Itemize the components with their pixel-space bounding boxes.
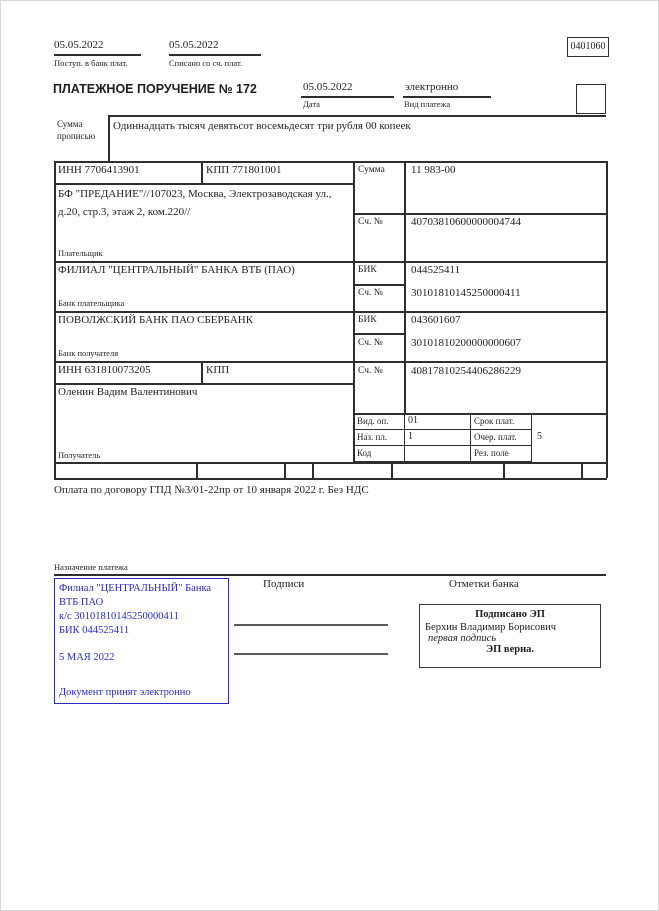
sum-value: 11 983-00 xyxy=(411,164,456,176)
payee-label: Получатель xyxy=(58,450,101,460)
divider-line xyxy=(54,462,607,464)
ep-signed-line: Подписано ЭП xyxy=(475,609,545,620)
stamp-date: 5 МАЯ 2022 xyxy=(59,652,115,663)
ocher-plat-value: 5 xyxy=(537,431,542,442)
payee-bank-bik: 043601607 xyxy=(411,314,461,326)
payer-kpp: КПП 771801001 xyxy=(206,164,282,176)
naz-pl-label-cell: Наз. пл. xyxy=(353,429,405,446)
signature-line-1 xyxy=(234,624,388,626)
payee-bank-name: ПОВОЛЖСКИЙ БАНК ПАО СБЕРБАНК xyxy=(58,314,254,326)
amount-words-value: Одиннадцать тысяч девятьсот восемьдесят три рубля 00 копеек xyxy=(113,120,411,132)
divider-line xyxy=(353,161,355,462)
payment-kind: электронно xyxy=(405,81,459,93)
divider-line xyxy=(391,462,393,478)
form-code: 0401060 xyxy=(570,41,606,52)
divider-line xyxy=(54,54,141,56)
payer-bank-corr: 30101810145250000411 xyxy=(411,287,521,299)
payer-bank-bik-label: БИК xyxy=(358,265,377,275)
sum-label: Сумма xyxy=(358,165,385,175)
divider-line xyxy=(301,96,394,98)
ep-valid-line: ЭП верна. xyxy=(485,644,534,655)
vid-op-value-cell: 01 xyxy=(404,413,471,430)
signature-line-2 xyxy=(234,653,388,655)
payer-inn: ИНН 7706413901 xyxy=(58,164,140,176)
payee-inn: ИНН 631810073205 xyxy=(58,364,151,376)
payee-account-label: Сч. № xyxy=(358,366,383,376)
divider-line xyxy=(404,161,406,413)
payee-bank-label: Банк получателя xyxy=(58,348,119,358)
received-date-label: Поступ. в банк плат. xyxy=(54,58,128,68)
electronic-signature-stamp xyxy=(419,604,601,668)
divider-line xyxy=(54,361,606,363)
signatures-label: Подписи xyxy=(263,578,305,590)
payee-bank-corr: 30101810200000000607 xyxy=(411,337,521,349)
naz-pl-value-cell: 1 xyxy=(404,429,471,446)
payee-bank-corr-label: Сч. № xyxy=(358,338,383,348)
document-title: ПЛАТЕЖНОЕ ПОРУЧЕНИЕ № 172 xyxy=(53,82,257,96)
payer-bank-label: Банк плательщика xyxy=(58,298,125,308)
divider-line xyxy=(54,261,606,263)
document-date: 05.05.2022 xyxy=(303,81,353,93)
divider-line xyxy=(54,311,606,313)
divider-line xyxy=(503,462,505,478)
divider-line xyxy=(581,462,583,478)
payer-label: Плательщик xyxy=(58,248,103,258)
divider-line xyxy=(54,383,353,385)
divider-line xyxy=(169,54,261,56)
payee-account: 40817810254406286229 xyxy=(411,365,521,377)
bank-acceptance-stamp xyxy=(54,578,229,704)
debited-date-label: Списано со сч. плат. xyxy=(169,58,243,68)
payment-kind-label: Вид платежа xyxy=(404,99,451,109)
divider-line xyxy=(201,361,203,383)
srok-plat-label-cell: Срок плат. xyxy=(470,413,532,430)
payee-kpp-label: КПП xyxy=(206,364,230,376)
payer-bank-bik: 044525411 xyxy=(411,264,461,276)
divider-line xyxy=(108,115,110,161)
divider-line xyxy=(403,96,491,98)
vid-op-label-cell: Вид. оп. xyxy=(353,413,405,430)
rez-pole-label-cell: Рез. поле xyxy=(470,445,532,462)
debited-date: 05.05.2022 xyxy=(169,39,219,51)
divider-line xyxy=(606,161,608,478)
payer-account: 40703810600000004744 xyxy=(411,216,521,228)
ep-first-signature-note: первая подпись xyxy=(428,633,497,644)
divider-line xyxy=(353,413,606,415)
divider-line xyxy=(54,478,607,480)
divider-line xyxy=(54,161,56,478)
payer-bank-name: ФИЛИАЛ "ЦЕНТРАЛЬНЫЙ" БАНКА ВТБ (ПАО) xyxy=(58,264,295,276)
divider-line xyxy=(312,462,314,478)
divider-line xyxy=(201,161,203,183)
stamp-bank-name: Филиал "ЦЕНТРАЛЬНЫЙ" Банка ВТБ ПАО к/с 30101810145250000411 БИК 044525411 xyxy=(59,583,212,636)
payment-kind-code-box xyxy=(576,84,606,114)
kod-label-cell: Код xyxy=(353,445,405,462)
received-date: 05.05.2022 xyxy=(54,39,104,51)
payment-purpose-label: Назначение платежа xyxy=(54,562,128,572)
ep-signer-name: Берхин Владимир Борисович xyxy=(425,622,556,633)
divider-line xyxy=(196,462,198,478)
payer-name: БФ "ПРЕДАНИЕ"//107023, Москва, Электрозаводская ул., д.20, стр.3, этаж 2, ком.220// xyxy=(58,188,332,218)
divider-line xyxy=(353,284,404,286)
divider-line xyxy=(353,213,606,215)
document-date-label: Дата xyxy=(303,99,320,109)
payee-name: Оленин Вадим Валентинович xyxy=(58,386,198,398)
bank-marks-label: Отметки банка xyxy=(449,578,519,590)
ocher-plat-label-cell: Очер. плат. xyxy=(470,429,532,446)
amount-words-label: Сумма прописью xyxy=(57,119,96,141)
divider-line xyxy=(54,183,353,185)
payee-bank-bik-label: БИК xyxy=(358,315,377,325)
payment-purpose: Оплата по договору ГПД №3/01-22пр от 10 января 2022 г. Без НДС xyxy=(54,484,369,496)
divider-line xyxy=(54,574,606,576)
payer-bank-corr-label: Сч. № xyxy=(358,288,383,298)
divider-line xyxy=(54,161,606,163)
divider-line xyxy=(353,333,404,335)
stamp-footer: Документ принят электронно xyxy=(59,687,191,698)
divider-line xyxy=(108,115,606,117)
payer-account-label: Сч. № xyxy=(358,217,383,227)
kod-value-cell xyxy=(404,445,471,462)
form-code-box xyxy=(567,37,609,57)
divider-line xyxy=(284,462,286,478)
